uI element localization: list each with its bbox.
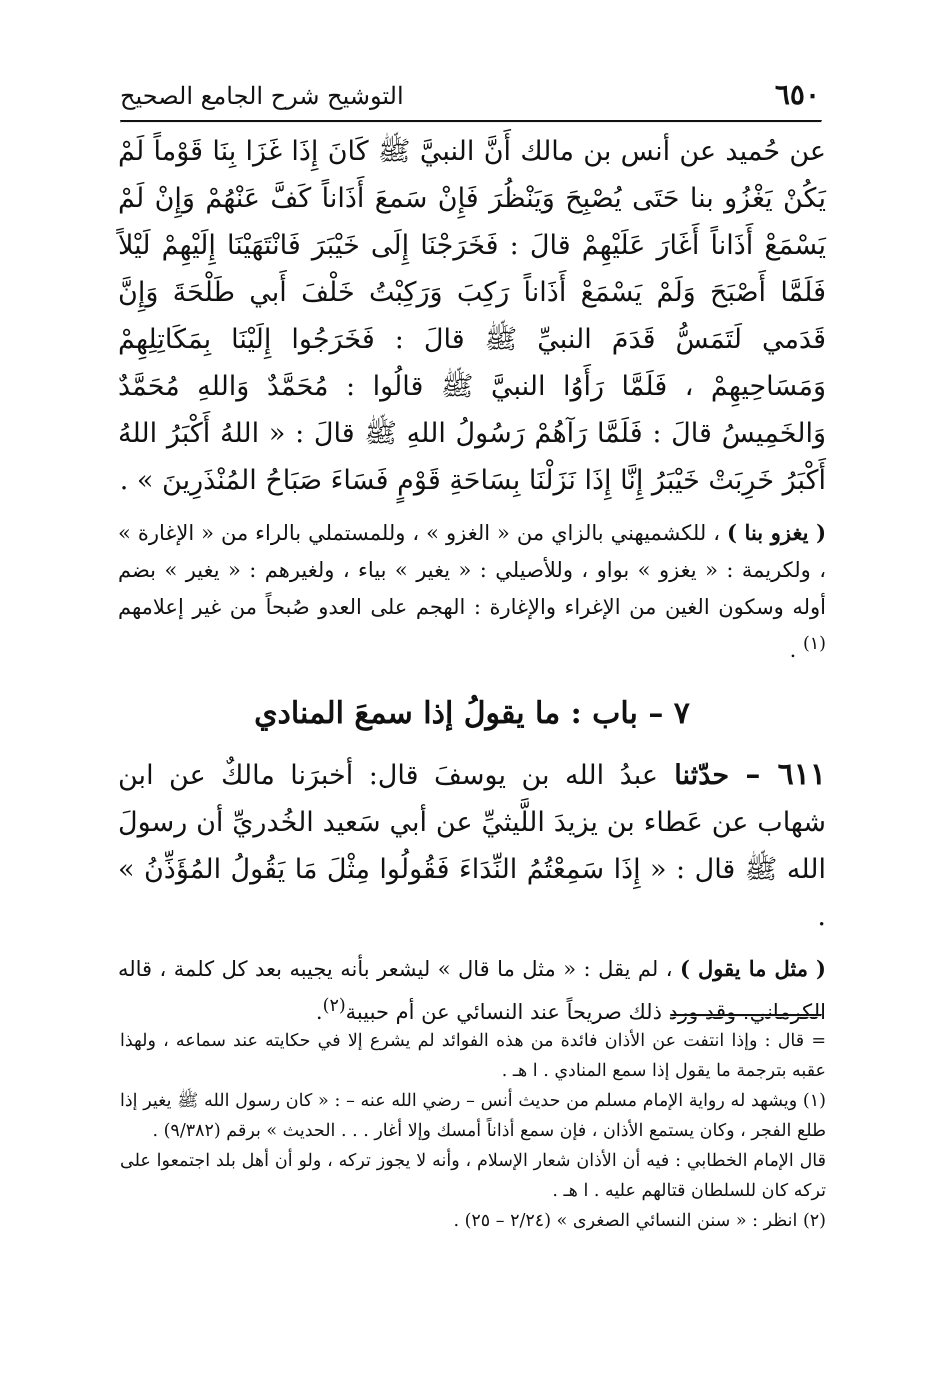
hadith-intro: حدّثنا — [658, 760, 746, 791]
footnote-marker: (١) — [802, 1091, 826, 1111]
book-title: التوشيح شرح الجامع الصحيح — [120, 82, 404, 110]
chapter-heading: ٧ – باب : ما يقولُ إذا سمعَ المنادي — [254, 696, 690, 731]
footnote-text: انظر : « سنن النسائي الصغرى » (٢/٢٤ – ٢٥) . — [453, 1211, 798, 1231]
main-text — [118, 128, 826, 1031]
footnote-ref[interactable]: (١) — [802, 634, 826, 654]
commentary-text: ، لم يقل : « مثل ما قال » ليشعر بأنه يجيبه بعد كل كلمة ، قاله الكرماني، وقد ورد ذلك صريحاً عند النسائي عن أم حبيبة — [118, 957, 826, 1024]
hadith-611-text — [118, 751, 826, 940]
running-head — [120, 78, 820, 118]
footnote-text: ويشهد له رواية الإمام مسلم من حديث أنس – رضي الله عنه – : « كان رسول الله ﷺ يغير إذا طلع الفجر ، وكان يستمع الأذان ، فإن سمع أذاناً أمسك وإلا أغار . . . الحديث » برقم (٩/٣٨٢) . — [120, 1091, 826, 1141]
footnote-1-continued: قال الإمام الخطابي : فيه أن الأذان شعار الإسلام ، وأنه لا يجوز تركه ، ولو أن أهل بلد اجتمعوا على تركه كان للسلطان قتالهم عليه . ا هـ . — [120, 1151, 826, 1201]
footnote-ref[interactable]: (٢) — [322, 996, 346, 1016]
commentary-end: . — [315, 1000, 323, 1024]
footnotes — [120, 1026, 826, 1236]
footnote-text: قال : وإذا انتفت عن الأذان فائدة من هذه الفوائد لم يشرع إلا في حكايته عند سماعه ، ولهذا عقبه بترجمة ما يقول إذا سمع المنادي . ا هـ . — [120, 1031, 826, 1081]
footnote-2 — [120, 1206, 826, 1236]
hadith-610-text: عن حُميد عن أنس بن مالك أَنَّ النبيَّ ﷺ كَانَ إِذَا غَزَا بِنَا قَوْماً لَمْ يَكُنْ يَغْزُو بنا حَتَى يُصْبِحَ وَيَنْظُرَ فَإِنْ سَمعَ أَذَاناً كَفَّ عَنْهُمْ وَإِنْ لَمْ يَسْمَعْ أَذَاناً أَغَارَ عَلَيْهِمْ قالَ : فَخَرَجْنَا إِلَى خَيْبَرَ فَانْتَهَيْنَا إِلَيْهِمْ لَيْلاً فَلَمَّا أَصْبَحَ وَلَمْ يَسْمَعْ أَذَاناً رَكِبَ وَرَكِبْتُ خَلْفَ أَبي طَلْحَةَ وَإِنَّ قَدَمي لَتَمَسُّ قَدَمَ النبيِّ ﷺ قالَ : فَخَرَجُوا إِلَيْنَا بِمَكَاتِلِهِمْ وَمَسَاحِيهِمْ ، فَلَمَّا رَأَوُا النبيَّ ﷺ قالُوا : مُحَمَّدٌ وَاللهِ مُحَمَّدٌ وَالخَمِيسُ قالَ : فَلَمَّا رَآهُمْ رَسُولُ اللهِ ﷺ قالَ : « اللهُ أَكْبَرُ اللهُ أَكْبَرُ خَرِبَتْ خَيْبَرُ إِنَّا إِذَا نَزَلْنَا بِسَاحَةِ قَوْمٍ فَسَاءَ صَبَاحُ المُنْذَرِينَ » . — [118, 136, 826, 496]
footnote-marker: = — [811, 1031, 826, 1051]
commentary-text: ، للكشميهني بالزاي من « الغزو » ، وللمستملي بالراء من « الإغارة » ، ولكريمة : « يغزو » بواو ، وللأصيلي : « يغير » بياء ، ولغيرهم : « يغير » بضم أوله وسكون الغين من الإغراء والإغارة : الهجم على العدو صُبحاً من غير إعلامهم — [118, 521, 826, 619]
commentary-end: . — [789, 638, 803, 662]
footnote-rule — [670, 1014, 822, 1017]
hadith-611-body: عبدُ الله بن يوسفَ قال: أخبرَنا مالكٌ عن ابن شهاب عن عَطاء بن يزيدَ اللَّيثيِّ عن أبي سَعيد الخُدريِّ أن رسولَ الله ﷺ قال : « إِذَا سَمِعْتُمُ النِّدَاءَ فَقُولُوا مِثْلَ مَا يَقُولُ المُؤَذِّنُ » . — [118, 760, 826, 932]
hadith-number: ٦١١ – — [745, 757, 826, 792]
footnote-1 — [120, 1086, 826, 1146]
footnote-marker: (٢) — [802, 1211, 826, 1231]
commentary-611 — [118, 950, 826, 1031]
commentary-610 — [118, 514, 826, 669]
commentary-lemma: ( يغزو بنا ) — [727, 520, 827, 545]
page-number: ٦٥٠ — [774, 78, 820, 111]
commentary-lemma: ( مثل ما يقول ) — [680, 956, 826, 981]
header-rule — [120, 120, 822, 123]
footnote-continuation — [120, 1026, 826, 1086]
